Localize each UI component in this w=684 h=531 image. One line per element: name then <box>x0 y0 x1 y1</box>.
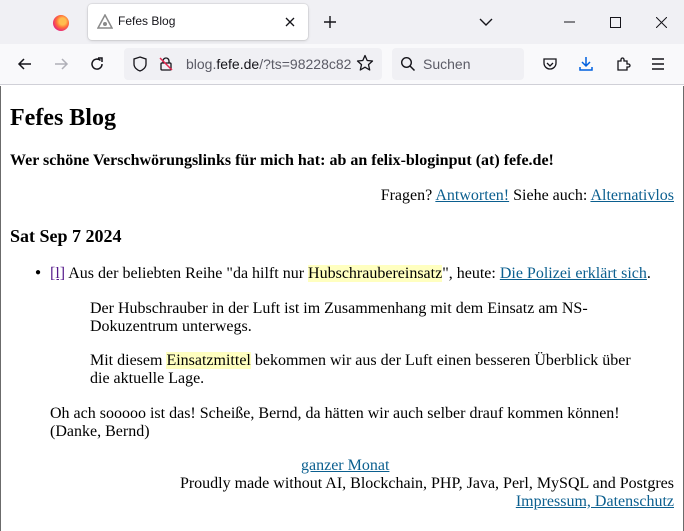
tab-title: Fefes Blog <box>118 14 176 28</box>
download-icon <box>578 56 594 72</box>
search-icon <box>400 56 416 72</box>
pocket-button[interactable] <box>536 50 564 78</box>
arrow-left-icon <box>17 56 33 72</box>
search-placeholder: Suchen <box>423 56 471 72</box>
permalink-link[interactable]: [l] <box>50 265 66 282</box>
entry-comment: Oh ach sooooo ist das! Scheiße, Bernd, da hätten wir auch selber drauf kommen können! (Danke, Bernd) <box>50 405 620 440</box>
entry-text-1: Aus der beliebten Reihe "da hilft nur <box>68 265 309 282</box>
entry-highlight: Hubschraubereinsatz <box>308 265 443 282</box>
close-icon <box>656 17 667 28</box>
questions-label: Fragen? <box>380 187 433 204</box>
entry-source-link[interactable]: Die Polizei erklärt sich <box>499 265 647 282</box>
plus-icon <box>323 15 337 29</box>
url-path: /?ts=98228c82 <box>259 56 352 72</box>
blockquote-2 <box>90 352 650 388</box>
date-heading: Sat Sep 7 2024 <box>10 226 122 246</box>
proudly-made-text: Proudly made without AI, Blockchain, PHP, Java, Perl, MySQL and Postgres <box>179 475 674 492</box>
downloads-button[interactable] <box>572 50 600 78</box>
puzzle-icon <box>615 56 631 72</box>
alternativlos-link[interactable]: Alternativlos <box>590 187 674 204</box>
quote2-post: bekommen wir aus der Luft einen besseren Überblick über die aktuelle Lage. <box>90 352 631 387</box>
bookmark-star-icon[interactable] <box>356 54 374 72</box>
answers-link[interactable]: Antworten! <box>435 187 510 204</box>
search-bar[interactable] <box>392 48 524 80</box>
forward-button[interactable] <box>47 50 75 78</box>
maximize-button[interactable] <box>592 0 638 44</box>
insecure-lock-icon[interactable] <box>158 56 174 72</box>
month-archive-link[interactable]: ganzer Monat <box>301 457 390 474</box>
back-button[interactable] <box>11 50 39 78</box>
url-text[interactable] <box>186 56 354 72</box>
questions-line <box>381 187 674 205</box>
quote2-pre: Mit diesem <box>90 352 167 369</box>
address-bar[interactable] <box>124 48 382 80</box>
reload-button[interactable] <box>83 50 111 78</box>
list-bullet-icon: ● <box>35 267 42 278</box>
firefox-view-button[interactable] <box>44 6 78 40</box>
maximize-icon <box>610 17 621 28</box>
impressum-link[interactable]: Impressum, Datenschutz <box>515 493 674 510</box>
tab-favicon-icon <box>97 14 113 30</box>
quote2-highlight: Einsatzmittel <box>166 352 251 369</box>
shield-icon[interactable] <box>132 56 148 72</box>
arrow-right-icon <box>53 56 69 72</box>
entry-text-3: . <box>646 265 651 282</box>
url-domain: fefe.de <box>216 56 260 72</box>
list-all-tabs-button[interactable] <box>474 10 498 34</box>
tagline: Wer schöne Verschwörungslinks für mich hat: ab an felix-bloginput (at) fefe.de! <box>10 152 554 169</box>
minimize-button[interactable] <box>546 0 592 44</box>
tab-fefes-blog[interactable] <box>88 4 308 40</box>
close-window-button[interactable] <box>638 0 684 44</box>
tab-strip <box>0 0 684 44</box>
minimize-icon <box>564 21 575 23</box>
page-content <box>0 86 684 531</box>
blockquote-1: Der Hubschrauber in der Luft ist im Zusammenhang mit dem Einsatz am NS-Dokuzentrum unterwegs. <box>90 300 588 335</box>
chevron-down-icon <box>479 18 493 26</box>
app-menu-button[interactable] <box>644 50 672 78</box>
see-also-label: Siehe auch: <box>513 187 588 204</box>
pocket-icon <box>542 56 558 72</box>
extensions-button[interactable] <box>609 50 637 78</box>
page-title: Fefes Blog <box>10 105 116 131</box>
entry-text-2: ", heute: <box>442 265 500 282</box>
hamburger-menu-icon <box>651 58 665 70</box>
tab-close-icon[interactable] <box>280 12 300 32</box>
new-tab-button[interactable] <box>318 10 342 34</box>
blog-entry <box>50 265 651 283</box>
firefox-logo-icon <box>53 15 69 31</box>
url-domain-prefix: blog. <box>186 56 217 72</box>
reload-icon <box>89 56 105 72</box>
navigation-toolbar <box>0 44 684 85</box>
